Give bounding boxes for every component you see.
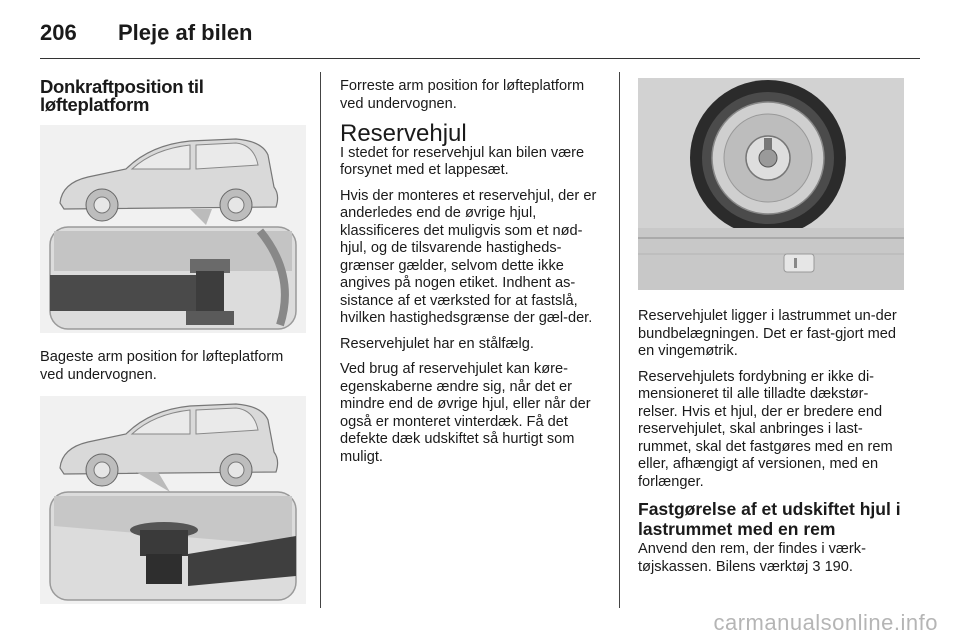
- paragraph-7: [638, 541, 904, 576]
- section-heading-secure-wheel: Fastgørelse af et udskiftet hjul i lastrummet med en rem: [638, 499, 901, 539]
- figure-rear-lift-arm: [40, 396, 306, 604]
- page-header: [40, 14, 920, 54]
- section-heading-lift-position: Donkraftposition til løfteplatform: [40, 76, 204, 115]
- figure-spare-wheel: [638, 78, 904, 290]
- watermark: carmanualsonline.info: [713, 610, 938, 635]
- page-title: Pleje af bilen: [118, 20, 253, 45]
- car-side-icon: [40, 396, 306, 604]
- paragraph-2: Hvis der monteres et reservehjul, der er anderledes end de øvrige hjul, klassificeres det muligvis som et nød-hjul, og de tilsvarende hastigheds-grænser gælder, selvom dette ikke angives på nogen etiket. Indhent as-sistance af et værksted for at fastslå, hvilken hastighedsgrænse der gæl-der.: [340, 187, 597, 326]
- paragraph-5: Reservehjulet ligger i lastrummet un-der bundbelægningen. Det er fast-gjort med en vingemøtrik.: [638, 308, 897, 359]
- car-side-icon: [40, 125, 306, 333]
- figure-front-lift-arm: [40, 125, 306, 333]
- column-1: [40, 78, 306, 604]
- caption-rear-arm: Bageste arm position for løfteplatform ved undervognen.: [40, 349, 284, 383]
- column-3: [638, 78, 904, 584]
- paragraph-7-text: Anvend den rem, der findes i værk-tøjskassen. Bilens værktøj: [638, 541, 866, 575]
- paragraph-6: Reservehjulets fordybning er ikke di-mensioneret til alle tilladte dækstør-relser. Hvis et hjul, der er bredere end reservehjulet, skal anbringes i last-rummet, skal det fastgøres med en rem eller, afhængigt af versionen, med en forlænger.: [638, 368, 893, 490]
- paragraph-3: Reservehjulet har en stålfælg.: [340, 335, 534, 352]
- page-ref-link[interactable]: 190.: [824, 558, 853, 575]
- spare-wheel-icon: [638, 78, 904, 290]
- section-heading-spare-wheel: Reservehjul: [340, 120, 467, 147]
- paragraph-4: Ved brug af reservehjulet kan køre-egenskaberne ændre sig, når det er mindre end de øvrige hjul, eller når der også er monteret vinterdæk. Få det defekte dæk udskiftet så hurtigt som muligt.: [340, 361, 591, 465]
- column-2: [340, 78, 602, 474]
- column-divider-1: [320, 72, 321, 608]
- page-ref-arrow-icon: 3: [812, 558, 821, 575]
- column-divider-2: [619, 72, 620, 608]
- page-number: 206: [40, 20, 77, 45]
- caption-front-arm: Forreste arm position for løfteplatform ved undervognen.: [340, 78, 585, 112]
- paragraph-1: I stedet for reservehjul kan bilen være forsynet med et lappesæt.: [340, 144, 585, 178]
- header-rule: [40, 58, 920, 59]
